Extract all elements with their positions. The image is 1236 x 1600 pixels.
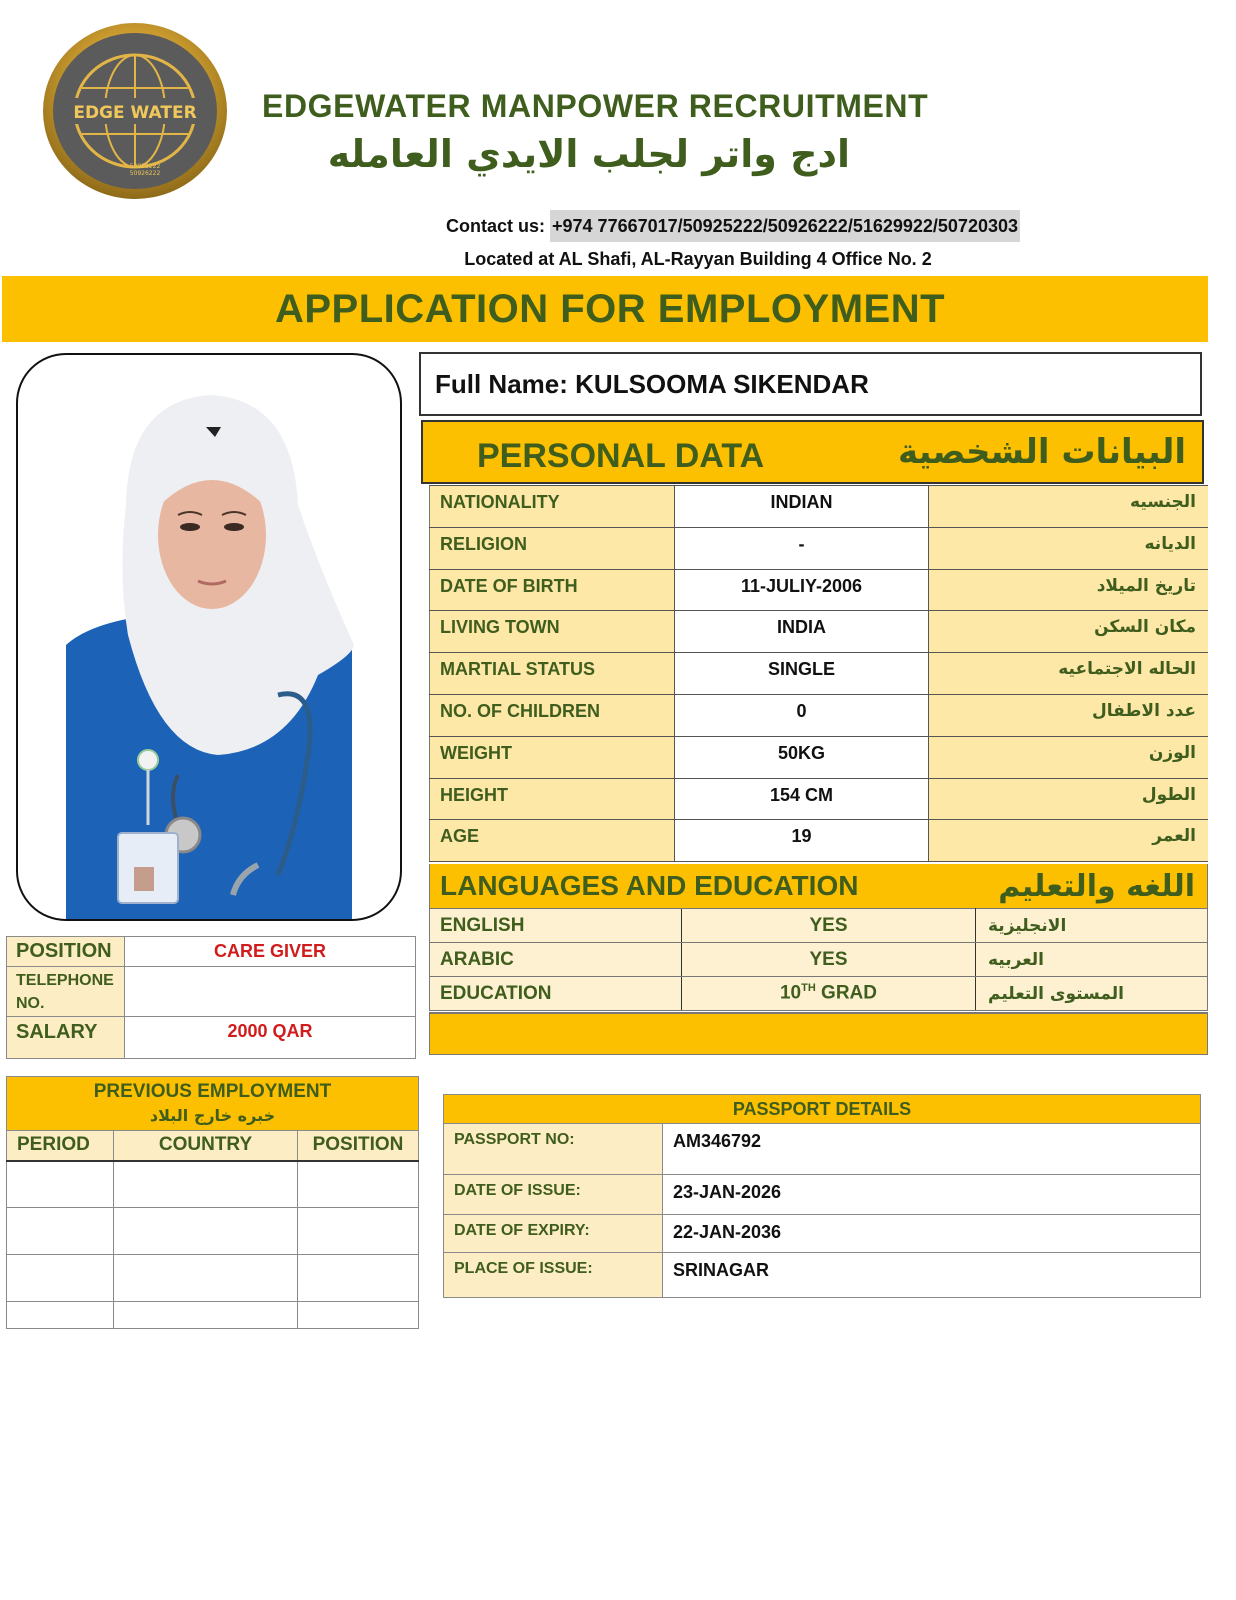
row-label-arabic: الجنسيه <box>929 486 1209 528</box>
row-label: HEIGHT <box>430 778 675 820</box>
personal-data-row <box>430 653 1209 695</box>
full-name-field <box>419 352 1202 416</box>
row-label-arabic: الطول <box>929 778 1209 820</box>
row-label: DATE OF BIRTH <box>430 569 675 611</box>
personal-data-row <box>430 736 1209 778</box>
row-value: - <box>675 527 929 569</box>
logo-phone-1: 50925222 <box>129 163 161 170</box>
row-label: LIVING TOWN <box>430 611 675 653</box>
position-summary-table <box>6 936 416 1059</box>
row-value: YES <box>682 943 976 977</box>
company-name: EDGEWATER MANPOWER RECRUITMENT <box>262 88 929 124</box>
row-label-arabic: العربيه <box>976 943 1208 977</box>
row-value: 154 CM <box>675 778 929 820</box>
table-row <box>7 1302 419 1329</box>
contact-label: Contact us: <box>446 216 545 236</box>
education-number: 10 <box>779 982 802 1004</box>
row-label-arabic: الديانه <box>929 527 1209 569</box>
position-row <box>7 937 416 967</box>
row-value: INDIAN <box>675 486 929 528</box>
row-value: INDIA <box>675 611 929 653</box>
full-name-value: KULSOOMA SIKENDAR <box>575 368 869 399</box>
country-cell <box>114 1302 298 1329</box>
passport-number-row <box>444 1124 1201 1175</box>
contact-line <box>0 216 1236 237</box>
languages-education-title: LANGUAGES AND EDUCATION <box>440 870 859 901</box>
personal-data-row <box>430 527 1209 569</box>
row-label: RELIGION <box>430 527 675 569</box>
row-value: 50KG <box>675 736 929 778</box>
date-of-issue-row <box>444 1175 1201 1215</box>
personal-data-row <box>430 694 1209 736</box>
telephone-label: TELEPHONE NO. <box>7 967 125 1017</box>
company-logo <box>42 22 228 200</box>
country-cell <box>114 1255 298 1302</box>
education-row <box>430 977 1208 1011</box>
row-label: ENGLISH <box>430 909 682 943</box>
logo-text: EDGE WATER <box>73 103 197 123</box>
personal-data-row <box>430 778 1209 820</box>
personal-data-title: PERSONAL DATA <box>477 436 765 475</box>
salary-row <box>7 1017 416 1059</box>
row-label-arabic: المستوى التعليم <box>976 977 1208 1011</box>
position-cell <box>298 1208 419 1255</box>
row-label-arabic: الحاله الاجتماعيه <box>929 653 1209 695</box>
row-label: EDUCATION <box>430 977 682 1011</box>
row-value: 11-JULIY-2006 <box>675 569 929 611</box>
telephone-row <box>7 967 416 1017</box>
languages-education-table <box>429 908 1208 1011</box>
row-label: NATIONALITY <box>430 486 675 528</box>
period-cell <box>7 1255 114 1302</box>
languages-education-footer-bar <box>429 1012 1208 1055</box>
personal-data-table <box>429 485 1208 862</box>
place-of-issue-row <box>444 1253 1201 1298</box>
position-cell <box>298 1302 419 1329</box>
previous-employment-title-arabic: خبره خارج البلاد <box>149 1105 276 1125</box>
row-value: 19 <box>675 820 929 862</box>
previous-employment-header <box>7 1077 419 1131</box>
row-label: ARABIC <box>430 943 682 977</box>
row-label: AGE <box>430 820 675 862</box>
country-cell <box>114 1208 298 1255</box>
previous-employment-title: PREVIOUS EMPLOYMENT <box>93 1080 332 1102</box>
education-level: GRAD <box>815 982 878 1004</box>
language-row-arabic <box>430 943 1208 977</box>
date-of-issue-value: 23-JAN-2026 <box>663 1175 1201 1215</box>
company-name-arabic: ادج واتر لجلب الايدي العامله <box>327 132 850 176</box>
logo-phone-2: 50926222 <box>129 170 161 177</box>
row-label-arabic: الوزن <box>929 736 1209 778</box>
education-suffix: TH <box>801 982 816 995</box>
language-row-english <box>430 909 1208 943</box>
column-header-position: POSITION <box>298 1131 419 1161</box>
row-value: YES <box>682 909 976 943</box>
position-value: CARE GIVER <box>125 937 416 967</box>
period-cell <box>7 1302 114 1329</box>
personal-data-row <box>430 820 1209 862</box>
date-of-issue-label: DATE OF ISSUE: <box>444 1175 663 1215</box>
row-value <box>682 977 976 1011</box>
previous-employment-table <box>6 1076 419 1329</box>
position-cell <box>298 1161 419 1208</box>
row-value: SINGLE <box>675 653 929 695</box>
languages-education-title-arabic: اللغه والتعليم <box>998 868 1195 904</box>
period-cell <box>7 1208 114 1255</box>
applicant-photo <box>16 353 402 921</box>
period-cell <box>7 1161 114 1208</box>
personal-data-row <box>430 611 1209 653</box>
column-header-country: COUNTRY <box>114 1131 298 1161</box>
telephone-value <box>125 967 416 1017</box>
salary-value: 2000 QAR <box>125 1017 416 1059</box>
passport-number-value: AM346792 <box>663 1124 1201 1175</box>
full-name-label: Full Name: <box>435 368 568 399</box>
personal-data-row <box>430 486 1209 528</box>
position-label: POSITION <box>7 937 125 967</box>
table-row <box>7 1208 419 1255</box>
table-row <box>7 1255 419 1302</box>
row-value: 0 <box>675 694 929 736</box>
date-of-expiry-value: 22-JAN-2036 <box>663 1215 1201 1253</box>
country-cell <box>114 1161 298 1208</box>
passport-number-label: PASSPORT NO: <box>444 1124 663 1175</box>
row-label-arabic: عدد الاطفال <box>929 694 1209 736</box>
office-address: Located at AL Shafi, AL-Rayyan Building 4 Office No. 2 <box>464 249 932 269</box>
personal-data-row <box>430 569 1209 611</box>
personal-data-title-arabic: البيانات الشخصية <box>897 432 1186 472</box>
application-banner <box>2 276 1208 342</box>
place-of-issue-value: SRINAGAR <box>663 1253 1201 1298</box>
row-label: NO. OF CHILDREN <box>430 694 675 736</box>
application-title: APPLICATION FOR EMPLOYMENT <box>274 286 946 331</box>
position-cell <box>298 1255 419 1302</box>
row-label-arabic: مكان السكن <box>929 611 1209 653</box>
row-label-arabic: تاريخ الميلاد <box>929 569 1209 611</box>
date-of-expiry-row <box>444 1215 1201 1253</box>
column-header-period: PERIOD <box>7 1131 114 1161</box>
passport-details-table <box>443 1094 1201 1298</box>
languages-education-header <box>429 864 1208 908</box>
table-row <box>7 1161 419 1208</box>
place-of-issue-label: PLACE OF ISSUE: <box>444 1253 663 1298</box>
row-label-arabic: الانجليزية <box>976 909 1208 943</box>
contact-numbers: +974 77667017/50925222/50926222/51629922/50720303 <box>550 210 1020 242</box>
date-of-expiry-label: DATE OF EXPIRY: <box>444 1215 663 1253</box>
salary-label: SALARY <box>7 1017 125 1059</box>
personal-data-header <box>421 420 1204 484</box>
row-label: MARTIAL STATUS <box>430 653 675 695</box>
row-label-arabic: العمر <box>929 820 1209 862</box>
passport-details-title: PASSPORT DETAILS <box>444 1095 1201 1124</box>
row-label: WEIGHT <box>430 736 675 778</box>
